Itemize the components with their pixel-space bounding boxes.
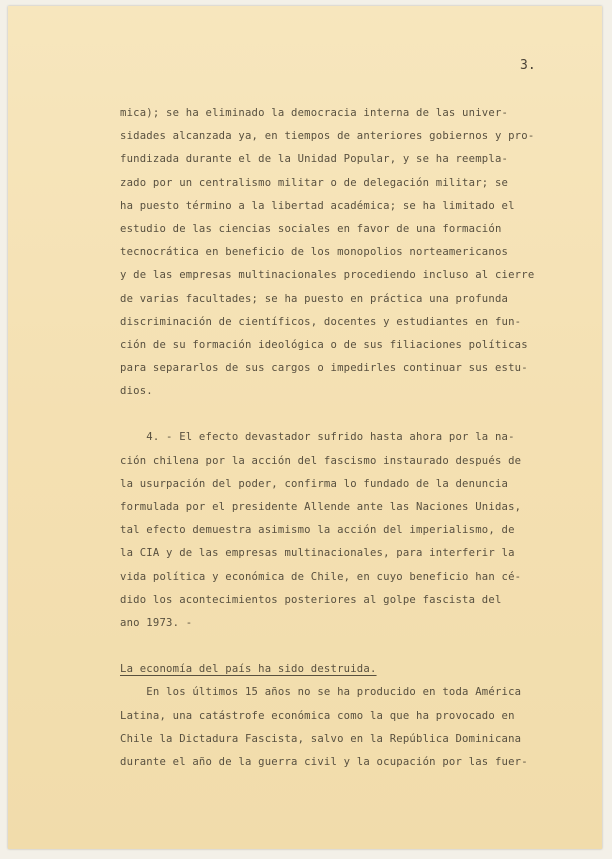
text-line: dido los acontecimientos posteriores al golpe fascista del <box>120 593 502 606</box>
text-line: 4. - El efecto devastador sufrido hasta ahora por la na- <box>120 431 515 444</box>
text-line: dios. <box>120 385 153 398</box>
text-line: Latina, una catástrofe económica como la que ha provocado en <box>120 709 515 722</box>
text-line: la CIA y de las empresas multinacionales, para interferir la <box>120 547 515 560</box>
paragraph-spacer <box>120 635 580 658</box>
paragraph-point-4 <box>120 426 580 635</box>
text-line: mica); se ha eliminado la democracia interna de las univer- <box>120 107 509 119</box>
text-line: formulada por el presidente Allende ante las Naciones Unidas, <box>120 501 522 513</box>
section-heading: La economía del país ha sido destruida. <box>120 663 377 676</box>
text-line: estudio de las ciencias sociales en favor de una formación <box>120 222 502 235</box>
text-line: En los últimos 15 años no se ha producido en toda América <box>120 686 522 699</box>
text-line: y de las empresas multinacionales procediendo incluso al cierre <box>120 269 535 282</box>
text-line: discriminación de científicos, docentes y estudiantes en fun- <box>120 315 522 328</box>
text-line: durante el año de la guerra civil y la ocupación por las fuer- <box>120 755 528 768</box>
text-line: vida política y económica de Chile, en cuyo beneficio han cé- <box>120 570 522 583</box>
text-line: tecnocrática en beneficio de los monopolios norteamericanos <box>120 246 509 259</box>
text-line: ción chilena por la acción del fascismo instaurado después de <box>120 454 522 467</box>
text-line: zado por un centralismo militar o de delegación militar; se <box>120 176 509 189</box>
page-number: 3. <box>520 58 536 73</box>
text-line: tal efecto demuestra asimismo la acción del imperialismo, de <box>120 524 515 537</box>
paragraph-academic <box>120 102 580 403</box>
text-line: la usurpación del poder, confirma lo fundado de la denuncia <box>120 477 509 490</box>
text-line: ano 1973. - <box>120 616 193 629</box>
text-line: fundizada durante el de la Unidad Popular, y se ha reempla- <box>120 153 509 166</box>
paragraph-spacer <box>120 403 580 426</box>
text-line: para separarlos de sus cargos o impedirles continuar sus estu- <box>120 362 528 375</box>
text-line: ción de su formación ideológica o de sus filiaciones políticas <box>120 338 528 351</box>
text-line: de varias facultades; se ha puesto en práctica una profunda <box>120 292 509 305</box>
text-line: ha puesto término a la libertad académica; se ha limitado el <box>120 199 515 212</box>
document-page <box>8 6 602 849</box>
body-text <box>120 102 580 774</box>
text-line: sidades alcanzada ya, en tiempos de anteriores gobiernos y pro- <box>120 130 535 143</box>
paragraph-economy <box>120 681 580 774</box>
text-line: Chile la Dictadura Fascista, salvo en la República Dominicana <box>120 732 522 745</box>
